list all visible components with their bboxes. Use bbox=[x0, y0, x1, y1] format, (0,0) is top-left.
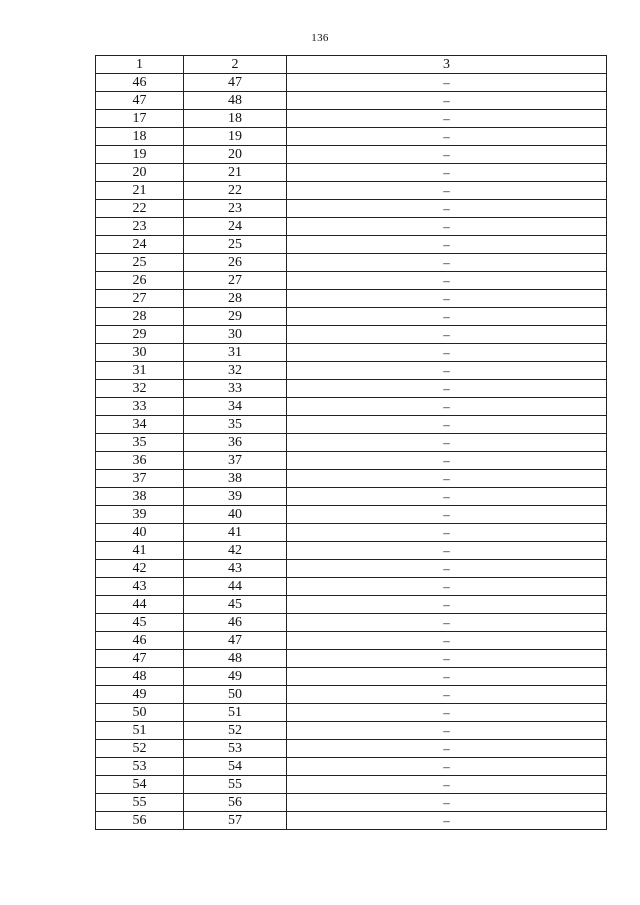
table-row bbox=[96, 488, 607, 506]
table-row bbox=[96, 758, 607, 776]
table-row bbox=[96, 290, 607, 308]
table-row bbox=[96, 452, 607, 470]
table-cell-col-3: – bbox=[287, 488, 607, 506]
table-cell-col-2: 20 bbox=[184, 146, 287, 164]
table-row bbox=[96, 236, 607, 254]
table-cell-col-1: 41 bbox=[96, 542, 184, 560]
table-cell-col-3: – bbox=[287, 344, 607, 362]
table-cell-col-3: – bbox=[287, 596, 607, 614]
table-cell-col-3: – bbox=[287, 416, 607, 434]
table-cell-col-2: 51 bbox=[184, 704, 287, 722]
table-row bbox=[96, 92, 607, 110]
table-cell-col-1: 32 bbox=[96, 380, 184, 398]
table-cell-col-3: – bbox=[287, 668, 607, 686]
table-row bbox=[96, 686, 607, 704]
table-cell-col-3: – bbox=[287, 128, 607, 146]
table-row bbox=[96, 434, 607, 452]
table-row bbox=[96, 272, 607, 290]
table-cell-col-3: – bbox=[287, 290, 607, 308]
table-cell-col-1: 20 bbox=[96, 164, 184, 182]
table-cell-col-3: – bbox=[287, 470, 607, 488]
table-cell-col-1: 25 bbox=[96, 254, 184, 272]
table-row bbox=[96, 128, 607, 146]
table-cell-col-3: – bbox=[287, 272, 607, 290]
table-cell-col-2: 25 bbox=[184, 236, 287, 254]
table-row bbox=[96, 326, 607, 344]
table-cell-col-2: 41 bbox=[184, 524, 287, 542]
table-row bbox=[96, 308, 607, 326]
table-row bbox=[96, 740, 607, 758]
table-cell-col-2: 43 bbox=[184, 560, 287, 578]
table-cell-col-3: – bbox=[287, 542, 607, 560]
table-cell-col-3: – bbox=[287, 614, 607, 632]
table-cell-col-1: 46 bbox=[96, 632, 184, 650]
table-row bbox=[96, 182, 607, 200]
table-cell-col-3: – bbox=[287, 812, 607, 830]
table-row bbox=[96, 344, 607, 362]
table-cell-col-1: 36 bbox=[96, 452, 184, 470]
table-row bbox=[96, 650, 607, 668]
table-cell-col-1: 49 bbox=[96, 686, 184, 704]
table-row bbox=[96, 524, 607, 542]
table-cell-col-3: – bbox=[287, 524, 607, 542]
table-row bbox=[96, 74, 607, 92]
table-cell-col-1: 52 bbox=[96, 740, 184, 758]
table-row bbox=[96, 254, 607, 272]
table-cell-col-1: 40 bbox=[96, 524, 184, 542]
table-cell-col-1: 35 bbox=[96, 434, 184, 452]
table-cell-col-1: 43 bbox=[96, 578, 184, 596]
table-cell-col-2: 36 bbox=[184, 434, 287, 452]
table-cell-col-1: 21 bbox=[96, 182, 184, 200]
column-header-2: 2 bbox=[184, 56, 287, 74]
table-row bbox=[96, 596, 607, 614]
table-cell-col-2: 45 bbox=[184, 596, 287, 614]
table-cell-col-3: – bbox=[287, 92, 607, 110]
table-cell-col-2: 34 bbox=[184, 398, 287, 416]
table-cell-col-2: 52 bbox=[184, 722, 287, 740]
table-cell-col-1: 48 bbox=[96, 668, 184, 686]
table-cell-col-3: – bbox=[287, 740, 607, 758]
table-cell-col-2: 47 bbox=[184, 74, 287, 92]
table-cell-col-2: 32 bbox=[184, 362, 287, 380]
table-cell-col-3: – bbox=[287, 794, 607, 812]
table-cell-col-1: 27 bbox=[96, 290, 184, 308]
table-row bbox=[96, 560, 607, 578]
table-cell-col-2: 19 bbox=[184, 128, 287, 146]
table-row bbox=[96, 776, 607, 794]
table-cell-col-2: 46 bbox=[184, 614, 287, 632]
table-row bbox=[96, 380, 607, 398]
table-cell-col-2: 42 bbox=[184, 542, 287, 560]
table-cell-col-1: 22 bbox=[96, 200, 184, 218]
table-cell-col-1: 29 bbox=[96, 326, 184, 344]
table-row bbox=[96, 794, 607, 812]
table-cell-col-3: – bbox=[287, 182, 607, 200]
table-cell-col-2: 38 bbox=[184, 470, 287, 488]
data-table bbox=[95, 55, 607, 830]
table-cell-col-2: 21 bbox=[184, 164, 287, 182]
table-row bbox=[96, 506, 607, 524]
table-cell-col-2: 22 bbox=[184, 182, 287, 200]
table-cell-col-3: – bbox=[287, 308, 607, 326]
table-cell-col-3: – bbox=[287, 74, 607, 92]
table-cell-col-2: 57 bbox=[184, 812, 287, 830]
table-row bbox=[96, 668, 607, 686]
table-cell-col-2: 28 bbox=[184, 290, 287, 308]
table-cell-col-3: – bbox=[287, 218, 607, 236]
table-cell-col-3: – bbox=[287, 254, 607, 272]
table-cell-col-3: – bbox=[287, 686, 607, 704]
table-cell-col-1: 42 bbox=[96, 560, 184, 578]
table-cell-col-3: – bbox=[287, 578, 607, 596]
table-cell-col-1: 17 bbox=[96, 110, 184, 128]
table-cell-col-1: 38 bbox=[96, 488, 184, 506]
table-cell-col-1: 31 bbox=[96, 362, 184, 380]
table-cell-col-1: 28 bbox=[96, 308, 184, 326]
table-cell-col-3: – bbox=[287, 362, 607, 380]
table-row bbox=[96, 632, 607, 650]
table-cell-col-1: 55 bbox=[96, 794, 184, 812]
table-cell-col-2: 44 bbox=[184, 578, 287, 596]
table-cell-col-3: – bbox=[287, 110, 607, 128]
table-cell-col-2: 31 bbox=[184, 344, 287, 362]
table-cell-col-3: – bbox=[287, 758, 607, 776]
table-row bbox=[96, 398, 607, 416]
table-cell-col-1: 47 bbox=[96, 650, 184, 668]
table-cell-col-2: 55 bbox=[184, 776, 287, 794]
table-cell-col-1: 51 bbox=[96, 722, 184, 740]
table-cell-col-2: 53 bbox=[184, 740, 287, 758]
table-cell-col-2: 26 bbox=[184, 254, 287, 272]
table-cell-col-3: – bbox=[287, 326, 607, 344]
table-row bbox=[96, 470, 607, 488]
table-cell-col-2: 56 bbox=[184, 794, 287, 812]
table-cell-col-3: – bbox=[287, 434, 607, 452]
table-row bbox=[96, 146, 607, 164]
table-cell-col-2: 54 bbox=[184, 758, 287, 776]
table-cell-col-3: – bbox=[287, 236, 607, 254]
table-cell-col-1: 45 bbox=[96, 614, 184, 632]
table-row bbox=[96, 164, 607, 182]
table-cell-col-3: – bbox=[287, 146, 607, 164]
table-row bbox=[96, 704, 607, 722]
table-cell-col-3: – bbox=[287, 380, 607, 398]
table-cell-col-1: 54 bbox=[96, 776, 184, 794]
table-cell-col-2: 33 bbox=[184, 380, 287, 398]
table-cell-col-3: – bbox=[287, 704, 607, 722]
table-cell-col-1: 23 bbox=[96, 218, 184, 236]
table-cell-col-3: – bbox=[287, 776, 607, 794]
table-cell-col-2: 24 bbox=[184, 218, 287, 236]
table-row bbox=[96, 362, 607, 380]
table-cell-col-1: 47 bbox=[96, 92, 184, 110]
table-cell-col-1: 46 bbox=[96, 74, 184, 92]
page-number: 136 bbox=[311, 32, 329, 44]
table-cell-col-1: 18 bbox=[96, 128, 184, 146]
table-cell-col-1: 24 bbox=[96, 236, 184, 254]
table-cell-col-1: 56 bbox=[96, 812, 184, 830]
table-cell-col-3: – bbox=[287, 632, 607, 650]
table-cell-col-2: 49 bbox=[184, 668, 287, 686]
table-cell-col-1: 33 bbox=[96, 398, 184, 416]
table-cell-col-2: 23 bbox=[184, 200, 287, 218]
table-cell-col-1: 39 bbox=[96, 506, 184, 524]
table-cell-col-1: 53 bbox=[96, 758, 184, 776]
table-cell-col-1: 19 bbox=[96, 146, 184, 164]
table-cell-col-2: 18 bbox=[184, 110, 287, 128]
table-cell-col-2: 35 bbox=[184, 416, 287, 434]
table-cell-col-2: 48 bbox=[184, 650, 287, 668]
table-cell-col-2: 40 bbox=[184, 506, 287, 524]
table-cell-col-3: – bbox=[287, 722, 607, 740]
table-cell-col-1: 50 bbox=[96, 704, 184, 722]
table-row bbox=[96, 110, 607, 128]
table-row bbox=[96, 200, 607, 218]
table-row bbox=[96, 812, 607, 830]
table-cell-col-2: 48 bbox=[184, 92, 287, 110]
table-cell-col-1: 30 bbox=[96, 344, 184, 362]
table-body bbox=[96, 74, 607, 830]
table-cell-col-2: 27 bbox=[184, 272, 287, 290]
table-header-row bbox=[96, 56, 607, 74]
table-cell-col-1: 34 bbox=[96, 416, 184, 434]
table-cell-col-3: – bbox=[287, 164, 607, 182]
table-cell-col-2: 30 bbox=[184, 326, 287, 344]
table-row bbox=[96, 542, 607, 560]
table-row bbox=[96, 578, 607, 596]
table-cell-col-1: 26 bbox=[96, 272, 184, 290]
table-cell-col-3: – bbox=[287, 560, 607, 578]
table-cell-col-3: – bbox=[287, 200, 607, 218]
table-cell-col-3: – bbox=[287, 398, 607, 416]
table-cell-col-3: – bbox=[287, 506, 607, 524]
column-header-3: 3 bbox=[287, 56, 607, 74]
table-cell-col-2: 37 bbox=[184, 452, 287, 470]
table-cell-col-3: – bbox=[287, 452, 607, 470]
column-header-1: 1 bbox=[96, 56, 184, 74]
table-cell-col-2: 47 bbox=[184, 632, 287, 650]
table-cell-col-2: 29 bbox=[184, 308, 287, 326]
table-cell-col-1: 44 bbox=[96, 596, 184, 614]
table-cell-col-2: 50 bbox=[184, 686, 287, 704]
table-cell-col-1: 37 bbox=[96, 470, 184, 488]
table-row bbox=[96, 722, 607, 740]
table-row bbox=[96, 614, 607, 632]
table-row bbox=[96, 218, 607, 236]
table-row bbox=[96, 416, 607, 434]
table-cell-col-3: – bbox=[287, 650, 607, 668]
table-cell-col-2: 39 bbox=[184, 488, 287, 506]
